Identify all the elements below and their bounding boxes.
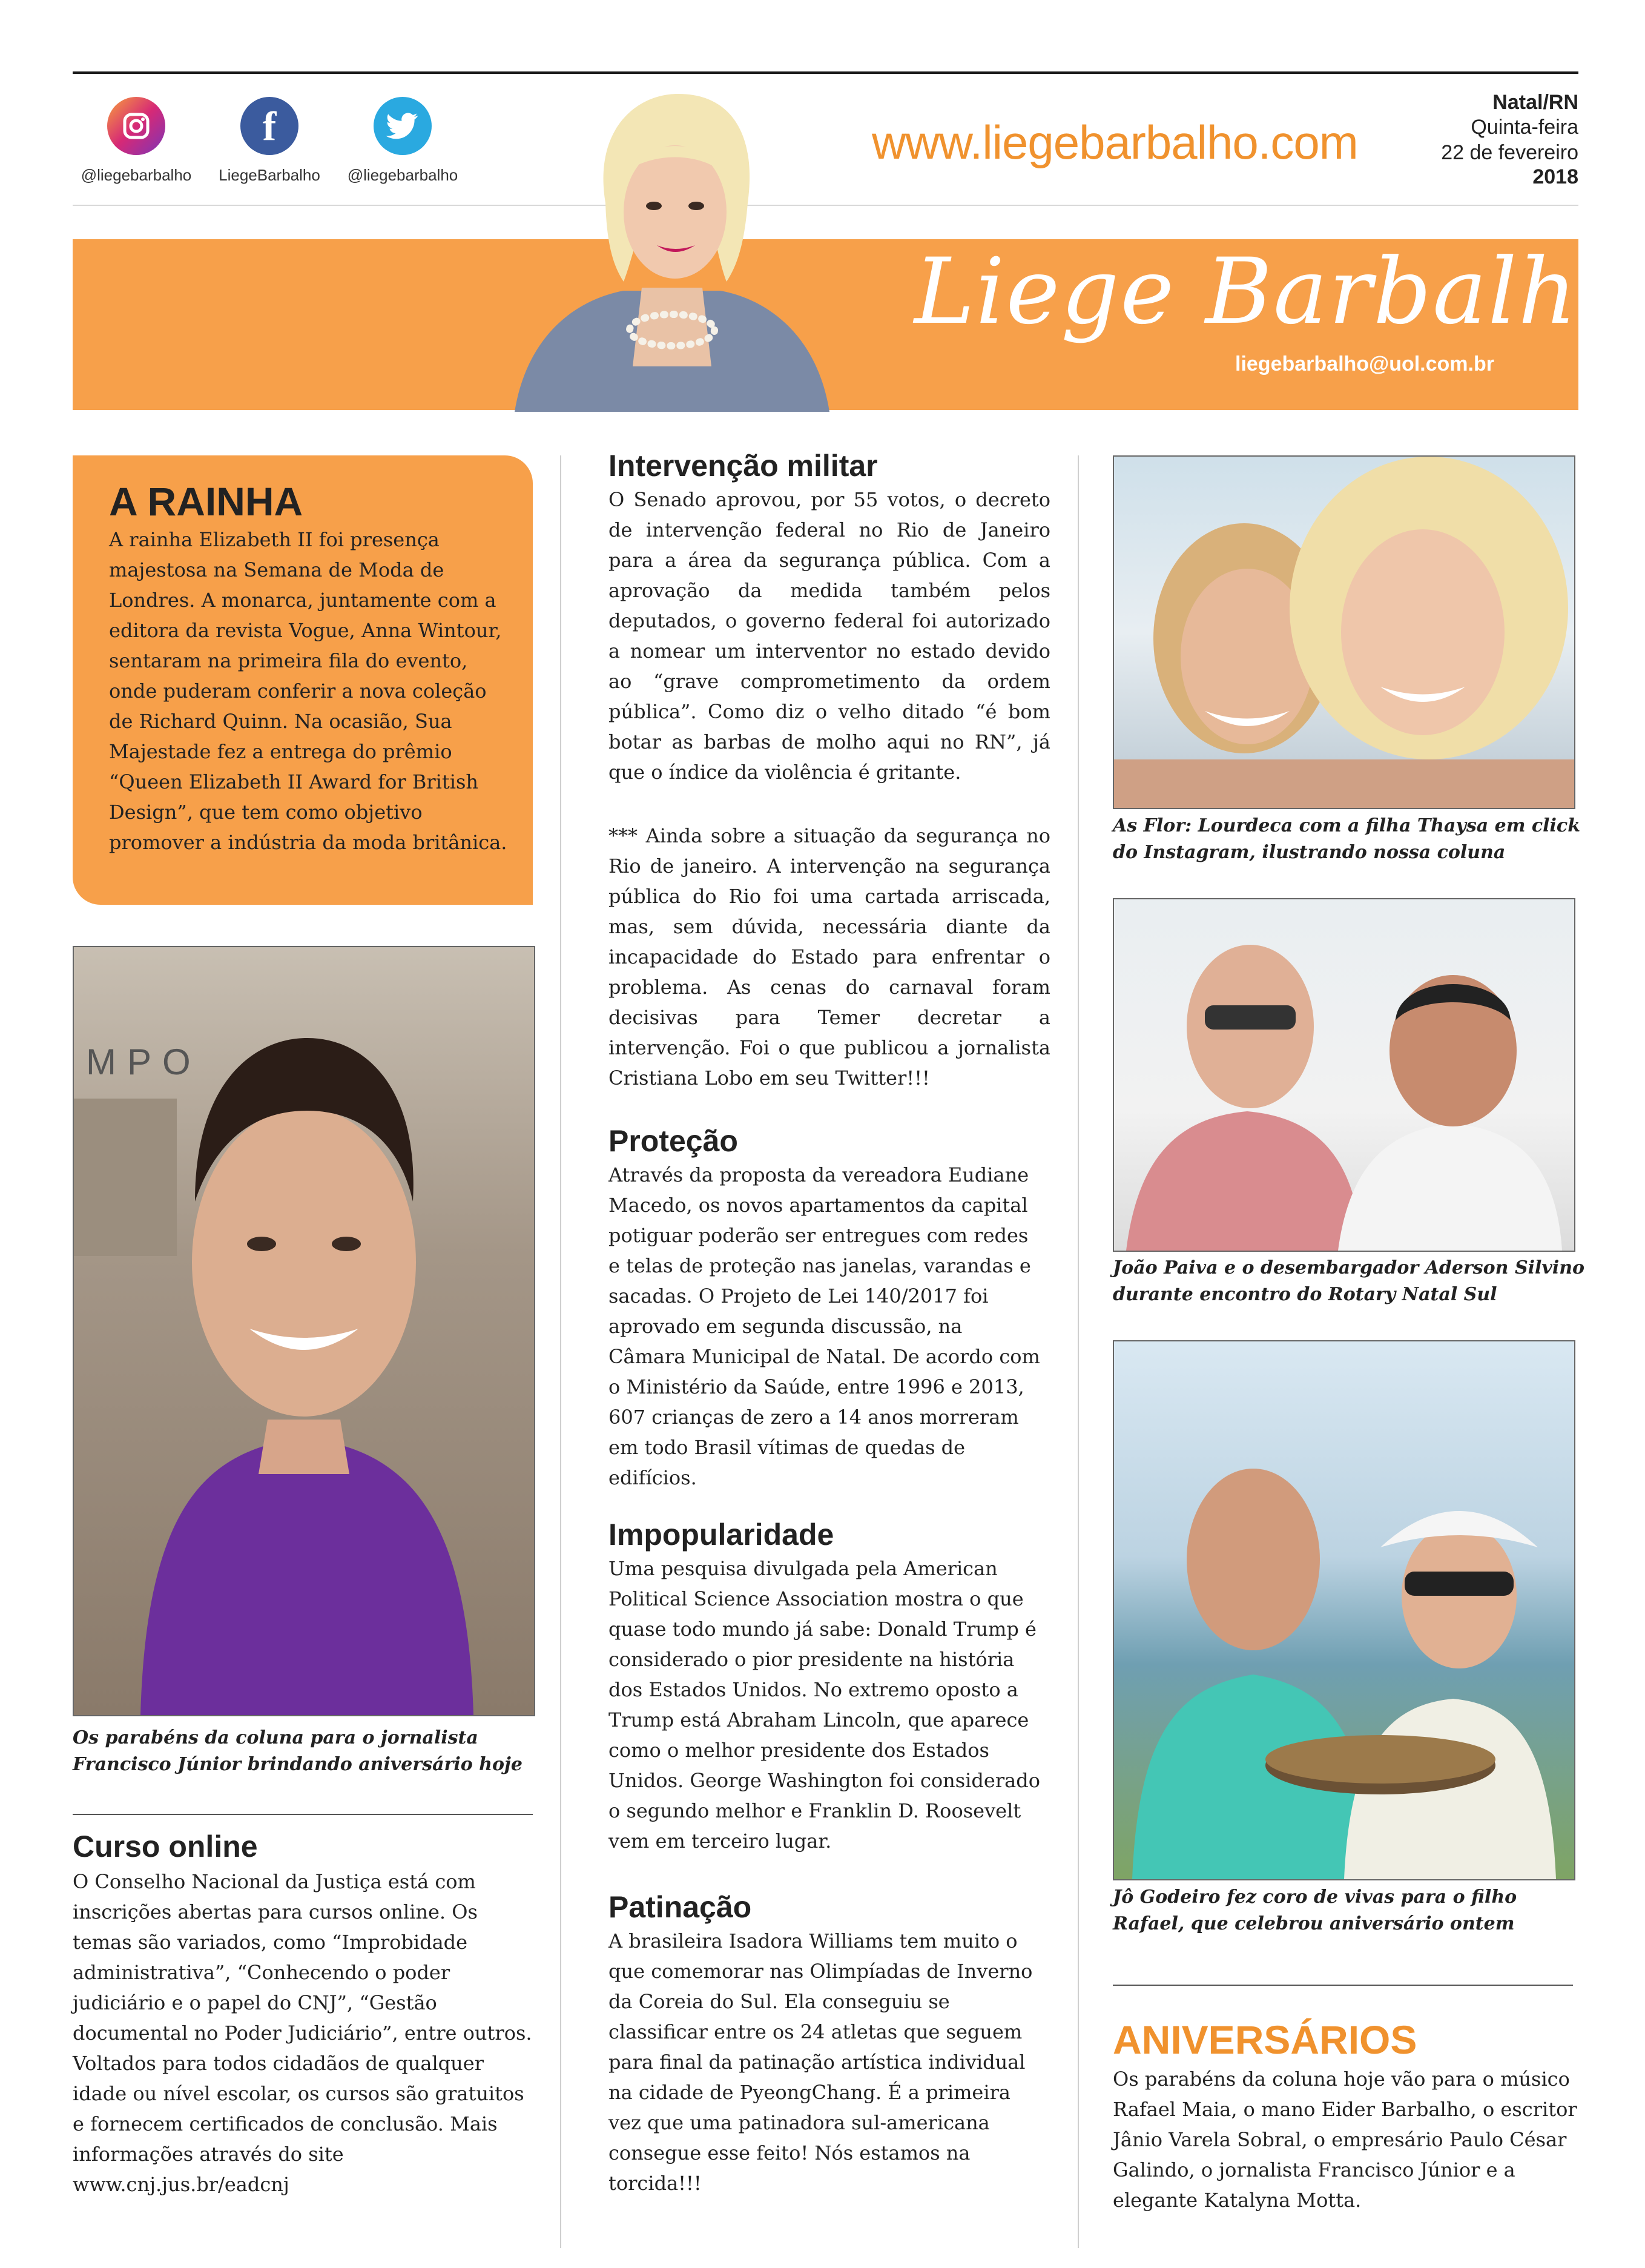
aniversarios-heading: ANIVERSÁRIOS [1113,2017,1417,2062]
photo-lourdeca-thaysa [1113,455,1575,809]
impopularidade-text: Uma pesquisa divulgada pela American Political Science Association mostra o que quase todo mundo já sabe: Donald Trump é considerado o pior presidente na história dos Estados Unidos. No extremo oposto a Trump está Abraham Lincoln, que aparece como o melhor presidente dos Estados Unidos. George Washington foi considerado o segundo melhor e Franklin D. Roosevelt vem em terceiro lugar. [608,1557,1040,1853]
instagram-handle: @liegebarbalho [81,166,192,184]
caption-jo-rafael: Jô Godeiro fez coro de vivas para o filho Rafael, que celebrou aniversário ontem [1113,1886,1517,1934]
photo-jo-rafael [1113,1340,1575,1880]
year: 2018 [1532,165,1578,188]
intervencao-heading: Intervenção militar [608,449,878,483]
twitter-handle: @liegebarbalho [347,166,458,184]
date: 22 de fevereiro [1441,141,1578,164]
aniversarios-divider [1113,1985,1573,1986]
protecao-heading: Proteção [608,1124,738,1158]
photo-joao-aderson [1113,898,1575,1252]
photo-francisco-junior [73,946,535,1716]
column-divider-1 [560,455,561,2248]
rainha-text: A rainha Elizabeth II foi presença majestosa na Semana de Moda de Londres. A monarca, juntamente com a editora da revista Vogue, Anna Wintour, sentaram na primeira fila do evento, onde puderam conferir a nova coleção de Richard Quinn. Na ocasião, Sua Majestade fez a entrega do prêmio “Queen Elizabeth II Award for British Design”, que tem como objetivo promover a indústria da moda britânica. [109,528,507,854]
date-block [1441,91,1578,189]
caption-lourdeca-thaysa: As Flor: Lourdeca com a filha Thaysa em click do Instagram, ilustrando nossa coluna [1113,815,1580,863]
aniversarios-text: Os parabéns da coluna hoje vão para o músico Rafael Maia, o mano Eider Barbalho, o escritor Jânio Varela Sobral, o empresário Paulo César Galindo, o jornalista Francisco Júnior e a elegante Katalyna Motta. [1113,2068,1577,2212]
protecao-text: Através da proposta da vereadora Eudiane Macedo, os novos apartamentos da capital potiguar poderão ser entregues com redes e telas de proteção nas janelas, varandas e sacadas. O Projeto de Lei 140/2017 foi aprovado em segunda discussão, na Câmara Municipal de Natal. De acordo com o Ministério da Saúde, entre 1996 e 2013, 607 crianças de zero a 14 anos morreram em todo Brasil vítimas de quedas de edifícios. [608,1163,1040,1489]
caption-joao-aderson: João Paiva e o desembargador Aderson Silvino durante encontro do Rotary Natal Sul [1113,1257,1585,1305]
brand-name: Liege Barbalho [914,239,1634,345]
twitter-icon [374,97,432,155]
patinacao-heading: Patinação [608,1890,752,1924]
impopularidade-heading: Impopularidade [608,1518,834,1552]
instagram-link[interactable] [79,97,194,185]
intervencao-text-2: *** Ainda sobre a situação da segurança no Rio de janeiro. A intervenção na segurança pública do Rio foi uma cartada arriscada, mas, sem dúvida, necessária diante da incapacidade do Estado para enfrentar o problema. As cenas do carnaval foram decisivas para Temer decretar a intervenção. Foi o que publicou a jornalista Cristiana Lobo em seu Twitter!!! [608,824,1050,1089]
facebook-link[interactable] [212,97,327,185]
twitter-link[interactable] [345,97,460,185]
curso-heading: Curso online [73,1830,258,1863]
city: Natal/RN [1492,91,1578,114]
top-rule [73,71,1578,74]
intervencao-text: O Senado aprovou, por 55 votos, o decreto de intervenção federal no Rio de Janeiro para a área da segurança pública. Com a aprovação da medida também pelos deputados, o governo federal foi autorizado a nomear um interventor no estado devido ao “grave comprometimento da ordem pública”. Como diz o velho ditado “é bom botar as barbas de molho aqui no RN”, já que o índice da violência é gritante. [608,488,1050,784]
patinacao-text: A brasileira Isadora Williams tem muito o que comemorar nas Olimpíadas de Inverno da Coreia do Sul. Ela conseguiu se classificar entre os 24 atletas que seguem para final da patinação artística individual na cidade de PyeongChang. É a primeira vez que uma patinadora sul-americana consegue esse feito! Nós estamos na torcida!!! [608,1929,1033,2195]
curso-divider [73,1814,533,1815]
columnist-portrait [503,82,842,412]
weekday: Quinta-feira [1471,116,1578,139]
rainha-heading: A RAINHA [109,479,303,524]
curso-text: O Conselho Nacional da Justiça está com inscrições abertas para cursos online. Os temas são variados, como “Improbidade administrativa”, “Conhecendo o poder judiciário e o papel do CNJ”, “Gestão documental no Poder Judiciário”, entre outros. Voltados para todos cidadãos de qualquer idade ou nível escolar, os cursos são gratuitos e fornecem certificados de conclusão. Mais informações através do site www.cnj.jus.br/eadcnj [73,1870,532,2196]
facebook-handle: LiegeBarbalho [219,166,320,184]
svg-text:MPO: MPO [86,1042,202,1082]
facebook-icon: f [240,97,298,155]
instagram-icon [107,97,165,155]
caption-francisco-junior: Os parabéns da coluna para o jornalista Francisco Júnior brindando aniversário hoje [73,1727,523,1775]
column-divider-2 [1078,455,1079,2248]
website-link[interactable]: www.liegebarbalho.com [872,116,1358,169]
email-link[interactable]: liegebarbalho@uol.com.br [1235,352,1494,375]
